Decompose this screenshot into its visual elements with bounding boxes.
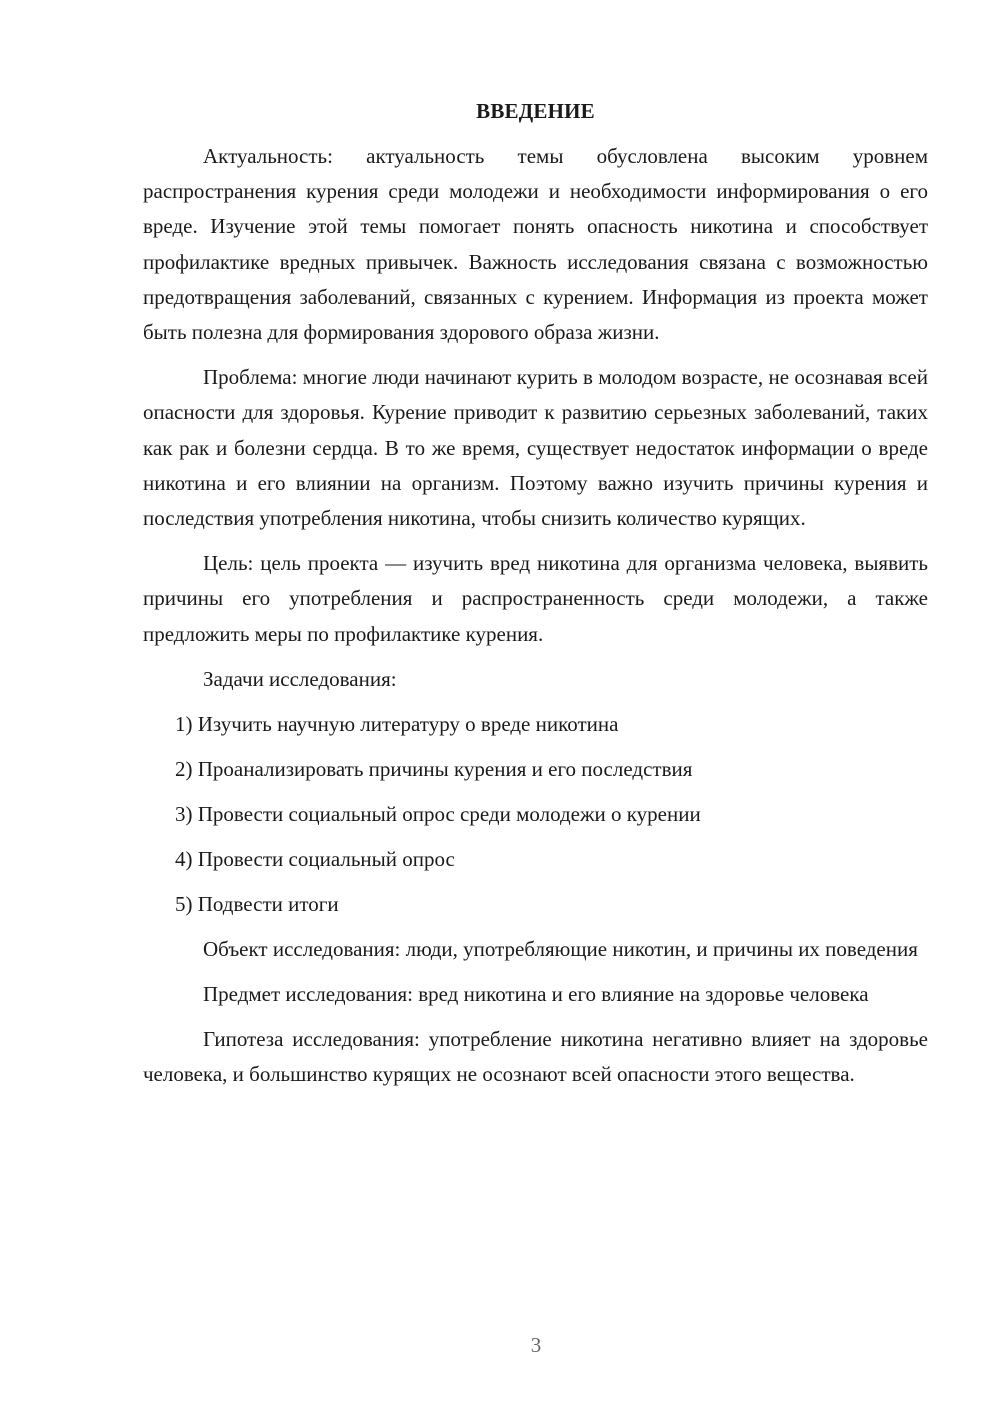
- problem-paragraph: Проблема: многие люди начинают курить в молодом возрасте, не осознавая всей опасности для здоровья. Курение приводит к развитию серьезных заболеваний, таких как рак и болезни сердца. В то же время, существует недостаток информации о вреде никотина и его влиянии на организм. Поэтому важно изучить причины курения и последствия употребления никотина, чтобы снизить количество курящих.: [143, 365, 928, 531]
- task-item-1: 1) Изучить научную литературу о вреде никотина: [175, 711, 619, 736]
- page-number: 3: [530, 1333, 542, 1357]
- hypothesis-paragraph: Гипотеза исследования: употребление никотина негативно влияет на здоровье человека, и большинство курящих не осознают всей опасности этого вещества.: [143, 1027, 928, 1087]
- section-title: ВВЕДЕНИЕ: [476, 99, 595, 123]
- object-paragraph: Объект исследования: люди, употребляющие никотин, и причины их поведения: [203, 936, 918, 961]
- task-item-4: 4) Провести социальный опрос: [175, 846, 455, 871]
- subject-paragraph: Предмет исследования: вред никотина и его влияние на здоровье человека: [203, 982, 869, 1007]
- goal-paragraph: Цель: цель проекта — изучить вред никотина для организма человека, выявить причины его употребления и распространенность среди молодежи, а также предложить меры по профилактике курения.: [143, 551, 928, 646]
- document-page: [143, 94, 928, 1103]
- relevance-paragraph: Актуальность: актуальность темы обусловлена высоким уровнем распространения курения среди молодежи и необходимости информирования о его вреде. Изучение этой темы помогает понять опасность никотина и способствует профилактике вредных привычек. Важность исследования связана с возможностью предотвращения заболеваний, связанных с курением. Информация из проекта может быть полезна для формирования здорового образа жизни.: [143, 144, 928, 345]
- tasks-heading: Задачи исследования:: [203, 666, 397, 691]
- tasks-list: [143, 707, 928, 922]
- task-item-2: 2) Проанализировать причины курения и его последствия: [175, 756, 693, 781]
- task-item-3: 3) Провести социальный опрос среди молодежи о курении: [175, 801, 701, 826]
- task-item-5: 5) Подвести итоги: [175, 891, 339, 916]
